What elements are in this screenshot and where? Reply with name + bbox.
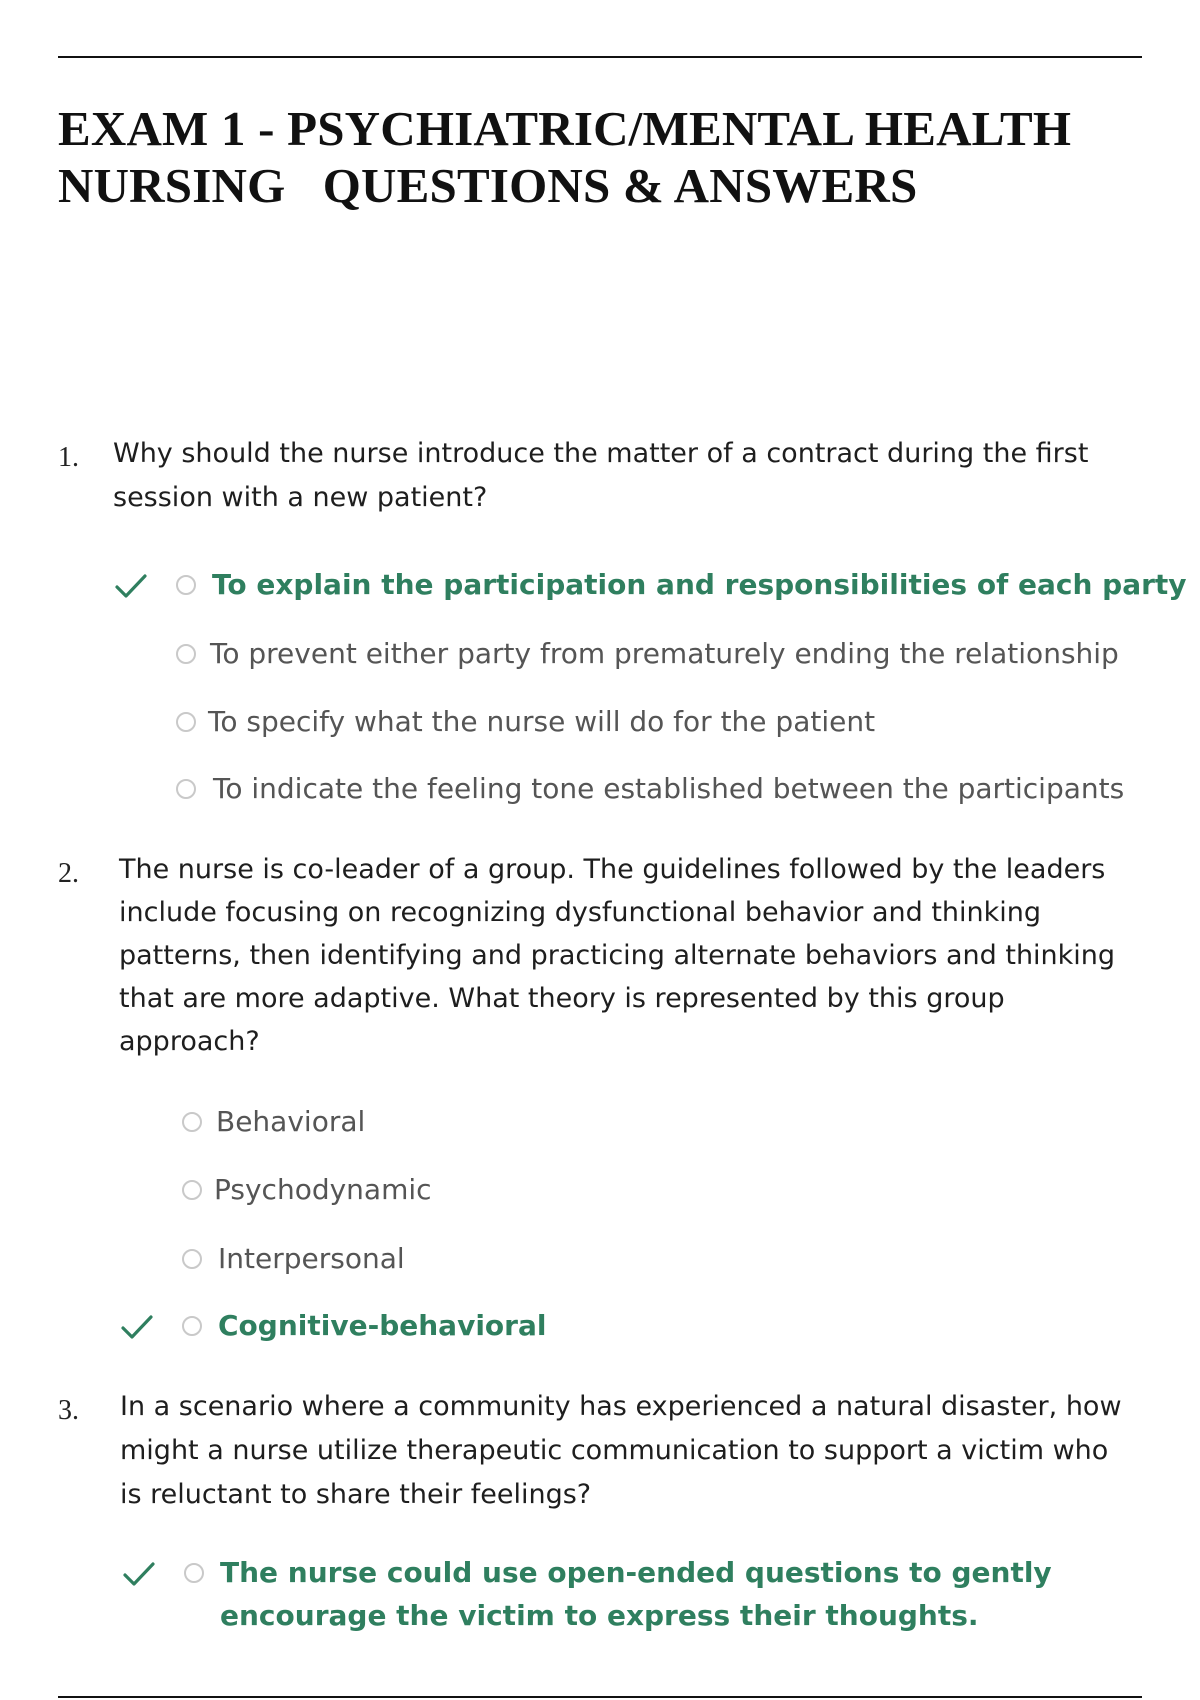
option-label: Cognitive-behavioral: [218, 1309, 547, 1342]
radio-circle-icon[interactable]: [176, 779, 196, 799]
bottom-rule: [58, 1696, 1142, 1698]
radio-circle-icon[interactable]: [182, 1112, 202, 1132]
radio-circle-icon[interactable]: [182, 1249, 202, 1269]
option-label: To explain the participation and responsibilities of each party: [212, 568, 1187, 601]
option-label: To prevent either party from prematurely ending the relationship: [210, 637, 1119, 670]
option-label: Behavioral: [216, 1105, 366, 1138]
document-title: [58, 100, 1148, 214]
question-number: 2.: [58, 858, 79, 889]
option-label: Psychodynamic: [214, 1173, 432, 1206]
option-label: The nurse could use open-ended questions to gently encourage the victim to express their thoughts.: [220, 1556, 1052, 1632]
question-text: In a scenario where a community has experienced a natural disaster, how might a nurse utilize therapeutic communication to support a victim who is reluctant to share their feelings?: [120, 1391, 1122, 1510]
checkmark-icon: [122, 1559, 156, 1589]
question-text: The nurse is co-leader of a group. The guidelines followed by the leaders include focusing on recognizing dysfunctional behavior and thinking patterns, then identifying and practicing alternate behaviors and thinking that are more adaptive. What theory is represented by this group approach?: [119, 854, 1116, 1057]
radio-circle-icon[interactable]: [182, 1316, 202, 1336]
option-label: Interpersonal: [218, 1242, 405, 1275]
option-label: To indicate the feeling tone established between the participants: [213, 772, 1125, 805]
checkmark-icon: [120, 1312, 154, 1342]
question-number: 3.: [58, 1395, 79, 1426]
radio-circle-icon[interactable]: [176, 712, 196, 732]
title-line-2: NURSING QUESTIONS & ANSWERS: [58, 158, 918, 213]
radio-circle-icon[interactable]: [176, 575, 196, 595]
title-line-1: EXAM 1 - PSYCHIATRIC/MENTAL HEALTH: [58, 101, 1072, 156]
checkmark-icon: [114, 571, 148, 601]
radio-circle-icon[interactable]: [182, 1180, 202, 1200]
option-label: To specify what the nurse will do for the patient: [208, 705, 876, 738]
radio-circle-icon[interactable]: [184, 1563, 204, 1583]
top-rule: [58, 56, 1142, 58]
question-number: 1.: [58, 442, 79, 473]
radio-circle-icon[interactable]: [176, 644, 196, 664]
question-text: Why should the nurse introduce the matter of a contract during the first session with a new patient?: [113, 438, 1089, 513]
